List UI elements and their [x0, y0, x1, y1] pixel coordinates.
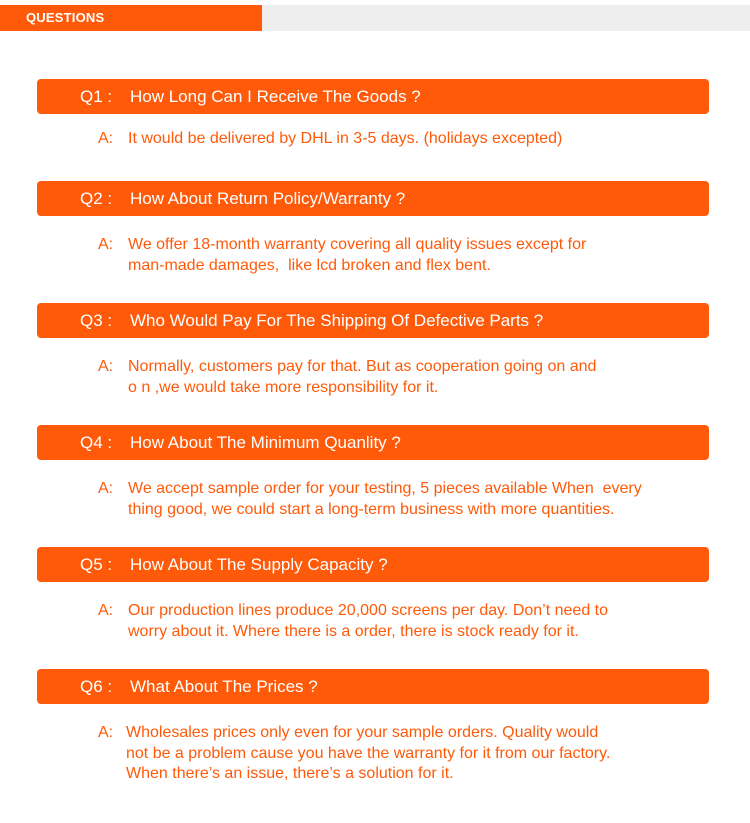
answer-text — [126, 723, 706, 785]
faq-item-1 — [37, 79, 709, 150]
answer-line: Normally, customers pay for that. But as cooperation going on and — [128, 358, 597, 375]
answer-label: A: — [98, 724, 114, 741]
answer-label: A: — [98, 602, 114, 619]
answer — [37, 235, 709, 276]
question-number: Q1 : — [80, 87, 113, 106]
question-bar — [37, 547, 709, 582]
question-bar — [37, 425, 709, 460]
answer-line: We offer 18-month warranty covering all quality issues except for — [128, 236, 587, 253]
answer-label: A: — [98, 480, 114, 497]
answer-label: A: — [98, 358, 114, 375]
answer — [37, 357, 709, 398]
question-number: Q4 : — [80, 433, 113, 452]
answer-line: not be a problem cause you have the warranty for it from our factory. — [126, 744, 611, 762]
question-text: How Long Can I Receive The Goods ? — [130, 87, 421, 106]
question-number: Q5 : — [80, 555, 113, 574]
answer-line: man-made damages, like lcd broken and flex bent. — [128, 256, 491, 274]
answer-text — [128, 235, 708, 276]
question-number: Q6 : — [80, 677, 113, 696]
answer — [37, 479, 709, 520]
faq-item-3 — [37, 303, 709, 398]
faq-item-2 — [37, 181, 709, 276]
answer-label: A: — [98, 236, 114, 253]
answer-text — [128, 129, 708, 150]
answer-line: When there’s an issue, there’s a solution for it. — [126, 765, 454, 782]
question-bar — [37, 181, 709, 216]
question-number: Q2 : — [80, 189, 113, 208]
answer-line: o n ,we would take more responsibility for it. — [128, 378, 439, 396]
question-number: Q3 : — [80, 311, 113, 330]
answer — [37, 129, 709, 150]
question-text: What About The Prices ? — [130, 677, 318, 696]
faq-item-4 — [37, 425, 709, 520]
faq-item-6 — [37, 669, 709, 785]
answer-text — [128, 479, 708, 520]
question-text: Who Would Pay For The Shipping Of Defective Parts ? — [130, 311, 544, 330]
faq-item-5 — [37, 547, 709, 642]
answer-line: It would be delivered by DHL in 3-5 days. (holidays excepted) — [128, 130, 563, 147]
question-text: How About The Minimum Quanlity ? — [130, 433, 401, 452]
answer-text — [128, 601, 708, 642]
question-bar — [37, 79, 709, 114]
answer — [37, 723, 709, 785]
answer-label: A: — [98, 130, 114, 147]
answer-text — [128, 357, 708, 398]
answer-line: Our production lines produce 20,000 screens per day. Don’t need to — [128, 602, 608, 619]
answer-line: We accept sample order for your testing, 5 pieces available When every — [128, 480, 642, 497]
questions-tab: QUESTIONS — [0, 5, 262, 31]
answer-line: thing good, we could start a long-term business with more quantities. — [128, 500, 615, 518]
answer-line: worry about it. Where there is a order, there is stock ready for it. — [128, 622, 579, 640]
question-bar — [37, 303, 709, 338]
question-bar — [37, 669, 709, 704]
question-text: How About The Supply Capacity ? — [130, 555, 388, 574]
question-text: How About Return Policy/Warranty ? — [130, 189, 406, 208]
answer — [37, 601, 709, 642]
answer-line: Wholesales prices only even for your sample orders. Quality would — [126, 724, 599, 741]
